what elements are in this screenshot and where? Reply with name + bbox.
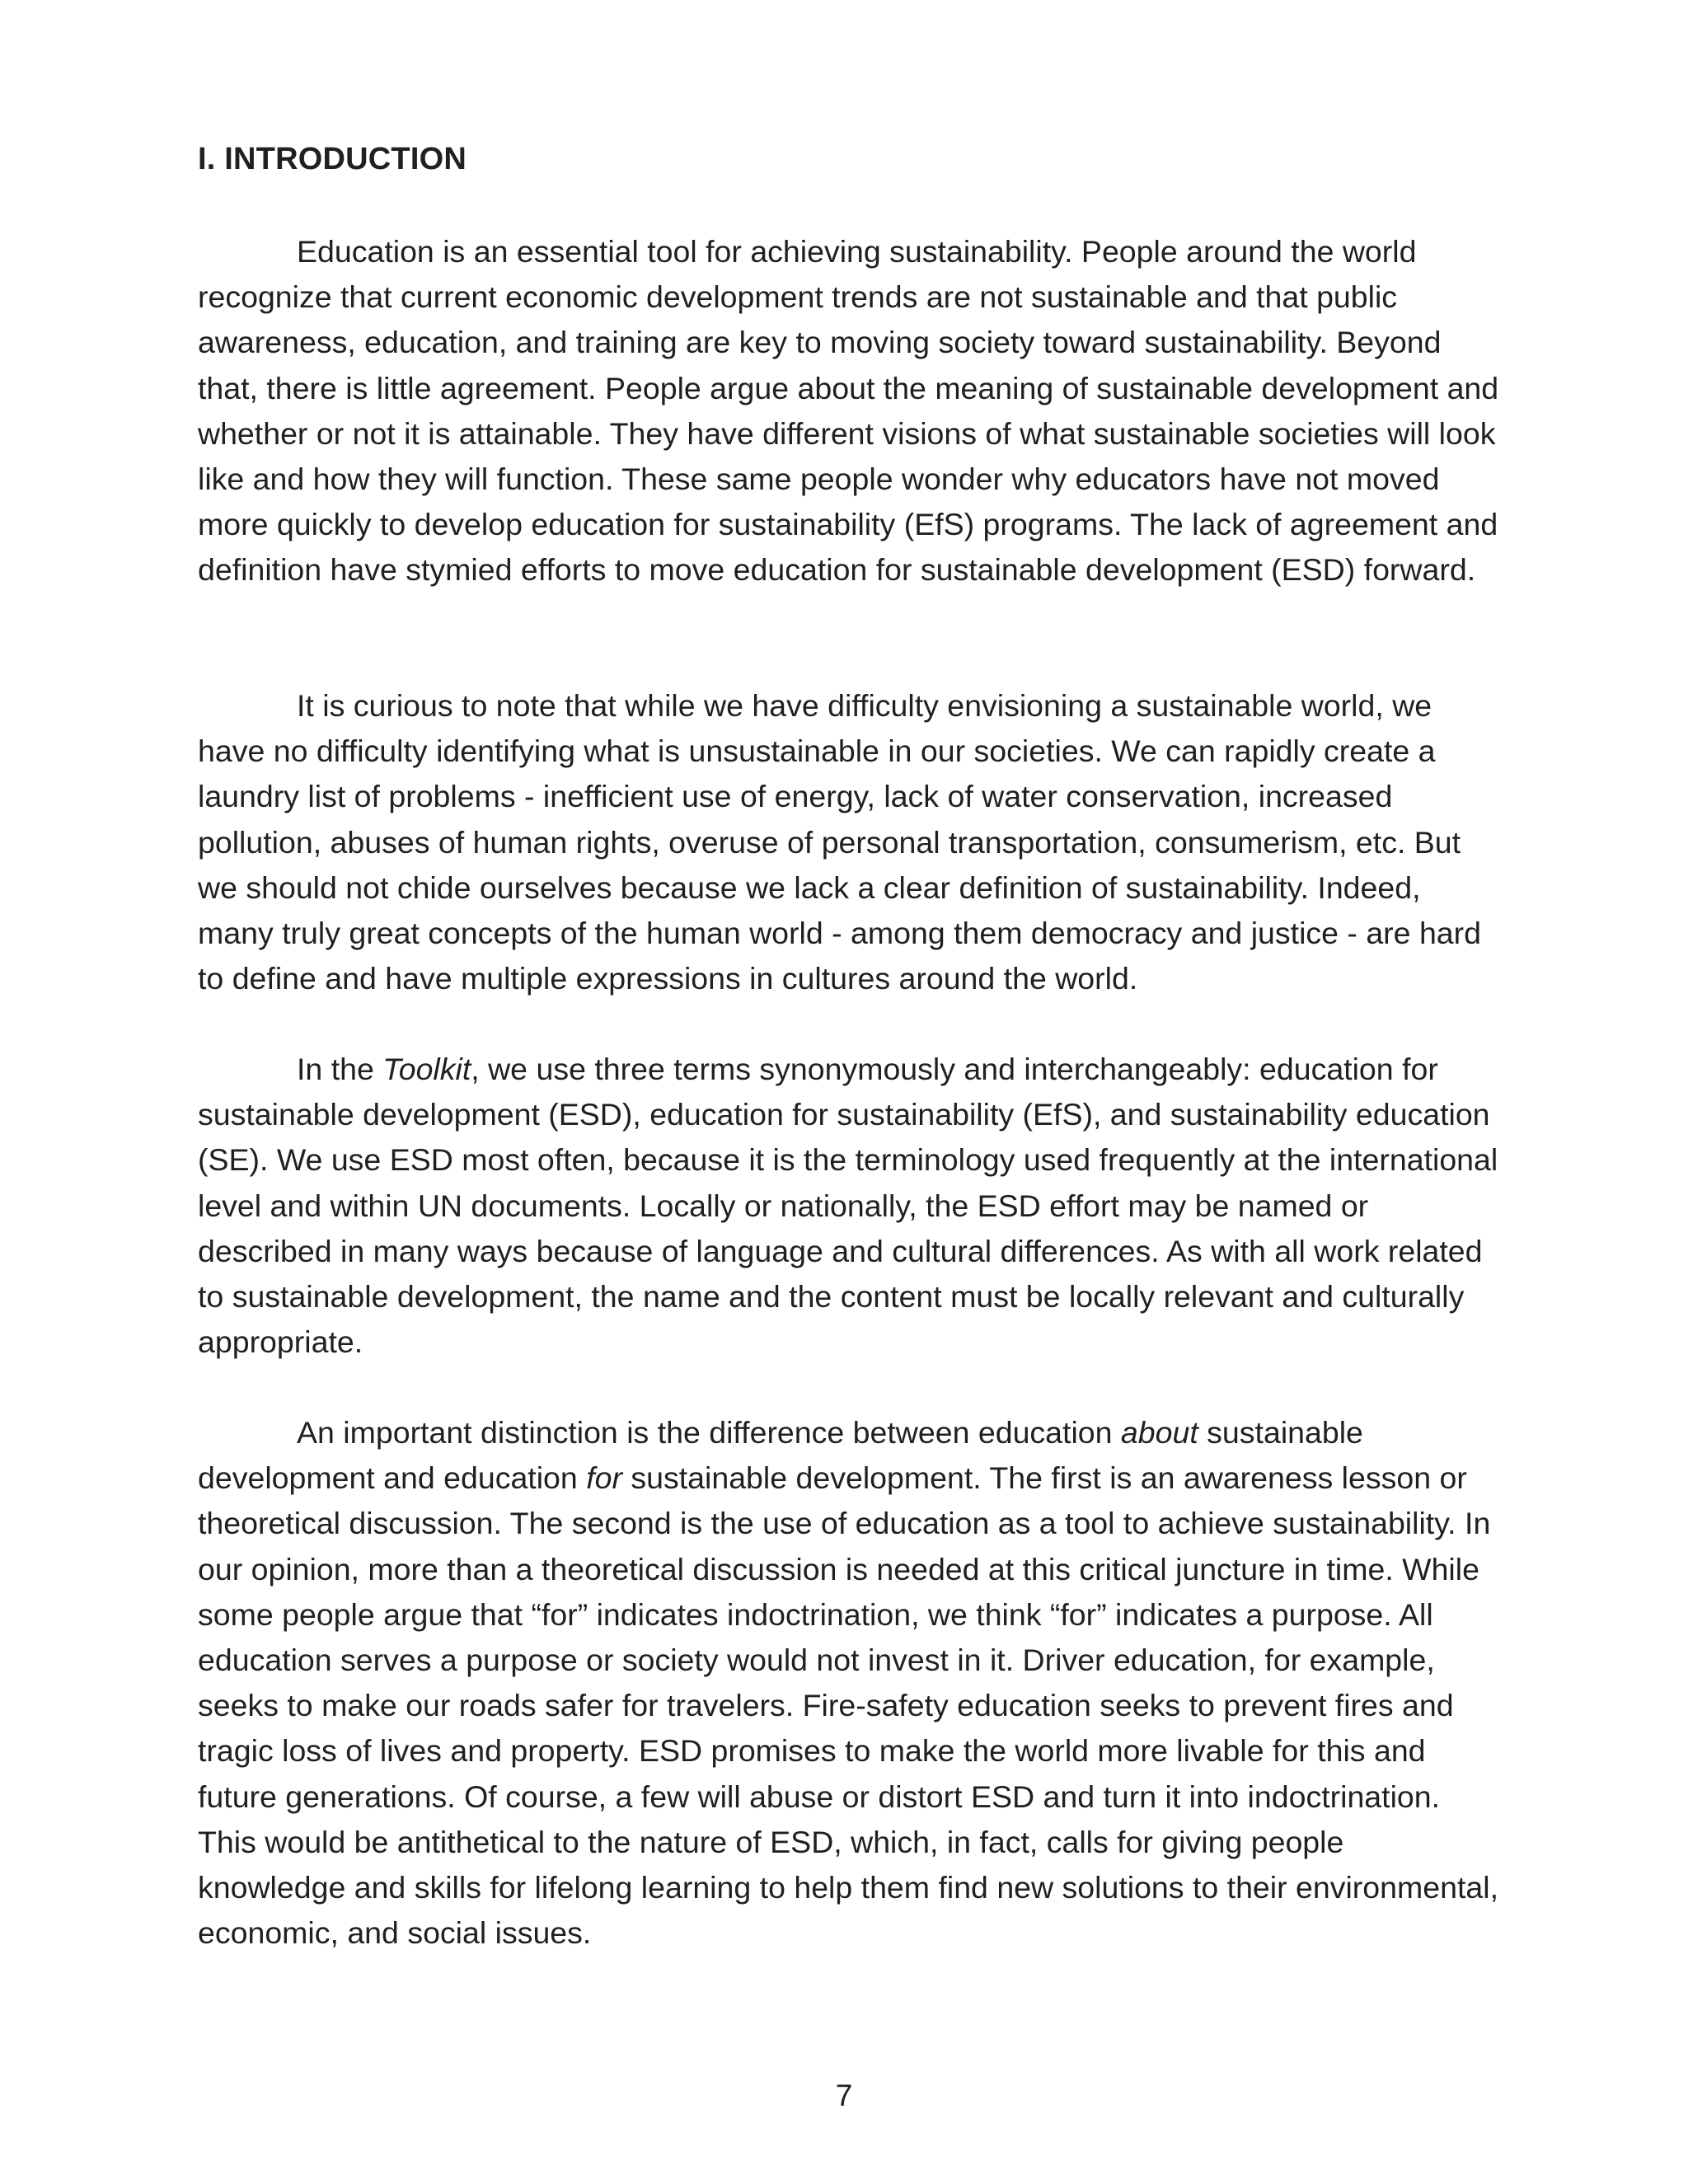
toolkit-title-italic: Toolkit: [382, 1052, 471, 1086]
paragraph-4: [198, 1410, 1500, 1956]
paragraph-3-text-b: , we use three terms synonymously and interchangeably: education for sustainable development (ESD), education for sustainability (EfS), and sustainability education (SE). We use ESD most often, because it is the terminology used frequently at the international level and within UN documents. Locally or nationally, the ESD effort may be named or described in many ways because of language and cultural differences. As with all work related to sustainable development, the name and the content must be locally relevant and culturally appropriate.: [198, 1052, 1498, 1360]
paragraph-3: [198, 1047, 1500, 1365]
for-italic: for: [586, 1460, 622, 1496]
paragraph-1: [198, 229, 1500, 593]
paragraph-4-text-a: An important distinction is the difference between education: [297, 1415, 1121, 1450]
page-number: 7: [835, 2079, 853, 2112]
section-heading: I. INTRODUCTION: [198, 142, 467, 176]
paragraph-4-text-b: sustainable development and education: [198, 1415, 1363, 1496]
about-italic: about: [1120, 1415, 1198, 1450]
paragraph-4-text-c: sustainable development. The first is an awareness lesson or theoretical discussion. The second is the use of education as a tool to achieve sustainability. In our opinion, more than a theoretical discussion is needed at this critical juncture in time. While some people argue that “for” indicates indoctrination, we think “for” indicates a purpose. All education serves a purpose or society would not invest in it. Driver education, for example, seeks to make our roads safer for travelers. Fire-safety education seeks to prevent fires and tragic loss of lives and property. ESD promises to make the world more livable for this and future generations. Of course, a few will abuse or distort ESD and turn it into indoctrination. This would be antithetical to the nature of ESD, which, in fact, calls for giving people knowledge and skills for lifelong learning to help them find new solutions to their environmental, economic, and social issues.: [198, 1460, 1498, 1951]
paragraph-1-text: Education is an essential tool for achieving sustainability. People around the world recognize that current economic development trends are not sustainable and that public awareness, education, and training are key to moving society toward sustainability. Beyond that, there is little agreement. People argue about the meaning of sustainable development and whether or not it is attainable. They have different visions of what sustainable societies will look like and how they will function. These same people wonder why educators have not moved more quickly to develop education for sustainability (EfS) programs. The lack of agreement and definition have stymied efforts to move education for sustainable development (ESD) forward.: [198, 234, 1499, 588]
paragraph-2-text: It is curious to note that while we have difficulty envisioning a sustainable world, we have no difficulty identifying what is unsustainable in our societies. We can rapidly create a laundry list of problems - inefficient use of energy, lack of water conservation, increased pollution, abuses of human rights, overuse of personal transportation, consumerism, etc. But we should not chide ourselves because we lack a clear definition of sustainability. Indeed, many truly great concepts of the human world - among them democracy and justice - are hard to define and have multiple expressions in cultures around the world.: [198, 688, 1482, 996]
paragraph-3-text-a: In the: [297, 1052, 383, 1086]
paragraph-2: [198, 683, 1500, 1001]
